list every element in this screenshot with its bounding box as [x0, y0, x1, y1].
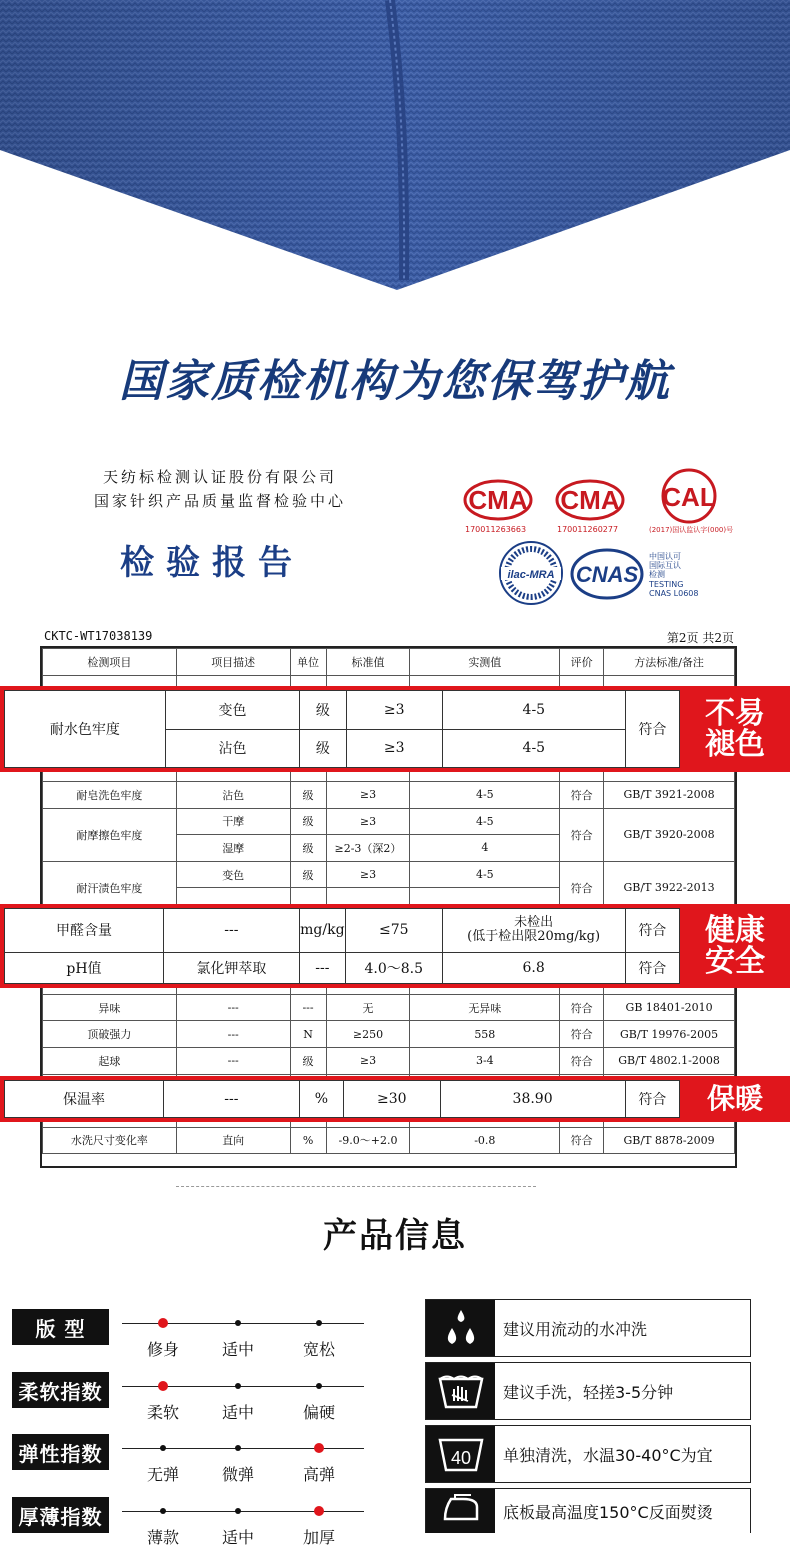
ilac-mra-logo-text: ilac-MRA [507, 569, 555, 581]
cnas-note [649, 552, 698, 598]
hl-unit: 级 [300, 729, 346, 768]
scale-dot [316, 1320, 322, 1326]
hl-std: ≤75 [346, 909, 443, 953]
cell-item: 耐皂洗色牢度 [43, 781, 177, 808]
scale-option-label: 微弹 [221, 1465, 254, 1484]
cell-method: GB/T 3922-2013 [604, 861, 735, 914]
testing-org-name: 天纺标检测认证股份有限公司 [102, 468, 337, 486]
cnas-logo [570, 548, 645, 604]
cma-logo-2-text: CMA [560, 485, 620, 515]
cell-eval: 符合 [560, 1047, 604, 1074]
product-info-title: 产品信息 [323, 1216, 467, 1256]
scale-option-label: 无弹 [146, 1465, 179, 1484]
care-item [425, 1488, 751, 1533]
cell-std: 无 [326, 994, 410, 1021]
table-row [43, 781, 735, 808]
scale-dot-selected [314, 1443, 324, 1453]
report-table-header [43, 649, 735, 676]
cell-method: GB/T 19976-2005 [604, 1021, 735, 1048]
report-title: 检验报告 [120, 543, 304, 583]
tag-not-fade-line1: 不易 [705, 695, 765, 731]
hl-unit: % [299, 1081, 343, 1118]
tag-not-fade [680, 686, 790, 772]
scale-option-label: 修身 [146, 1340, 179, 1359]
col-header-eval: 评价 [560, 649, 604, 676]
scale-dot-selected [314, 1506, 324, 1516]
cell-std: ≥3 [326, 861, 410, 888]
scale-option-label: 柔软 [146, 1403, 179, 1422]
scale-dot [235, 1508, 241, 1514]
report-number: CKTC-WT17038139 [44, 629, 153, 643]
cnas-note-line4: TESTING [649, 579, 684, 589]
cell-unit: % [290, 1127, 326, 1154]
cell-eval: 符合 [560, 861, 604, 914]
hl-desc: 变色 [165, 691, 300, 730]
scale-line [122, 1511, 364, 1512]
cell-val: 3-4 [410, 1047, 560, 1074]
cell-std: ≥3 [326, 781, 410, 808]
cal-cert-no: (2017)国认监认字(000)号 [649, 526, 734, 534]
cell-desc: 干摩 [176, 808, 290, 835]
col-header-unit: 单位 [290, 649, 326, 676]
highlight-health [0, 904, 680, 988]
cell-desc: --- [176, 1021, 290, 1048]
table-row [43, 861, 735, 888]
cell-unit: --- [290, 994, 326, 1021]
scale-dot-selected [158, 1381, 168, 1391]
scale-option-label: 高弹 [302, 1465, 335, 1484]
cell-eval: 符合 [560, 994, 604, 1021]
cell-unit: N [290, 1021, 326, 1048]
cell-method: GB/T 3920-2008 [604, 808, 735, 861]
hl-val: 4-5 [442, 729, 625, 768]
iron-icon [426, 1489, 495, 1533]
scale-option-label: 偏硬 [302, 1403, 335, 1422]
scale-option-label: 适中 [221, 1340, 254, 1359]
hl-eval: 符合 [625, 1081, 679, 1118]
hl-val: 38.90 [440, 1081, 625, 1118]
cma-logo [463, 478, 533, 526]
cnas-note-line2: 国际互认 [649, 561, 681, 571]
cell-unit: 级 [290, 808, 326, 835]
scale-option-label: 薄款 [146, 1528, 179, 1547]
scale-dot [235, 1320, 241, 1326]
hl-val-line2: (低于检出限20mg/kg) [467, 929, 601, 945]
highlight-colorfastness [0, 686, 680, 772]
report-page-number: 第2页 共2页 [666, 631, 734, 645]
scale-dot [160, 1508, 166, 1514]
cma-cert-no: 170011263663 [465, 525, 527, 534]
cell-val: 4 [410, 835, 560, 862]
attribute-label: 版 型 [12, 1309, 109, 1345]
cell-desc: 沾色 [176, 781, 290, 808]
scale-dot [160, 1445, 166, 1451]
care-text: 建议手洗，轻搓3-5分钟 [503, 1382, 674, 1402]
hl-eval: 符合 [625, 691, 679, 768]
cell-item: 顶破强力 [43, 1021, 177, 1048]
table-row [43, 1127, 735, 1154]
hl-item: 保温率 [5, 1081, 164, 1118]
care-text: 单独清洗，水温30-40°C为宜 [503, 1445, 713, 1465]
cell-val: 4-5 [410, 861, 560, 888]
cnas-note-line3: 检测 [649, 570, 665, 580]
hl-eval: 符合 [625, 909, 679, 953]
cell-desc: 湿摩 [176, 835, 290, 862]
hl-unit: 级 [300, 691, 346, 730]
scale-option-label: 加厚 [302, 1528, 335, 1547]
col-header-item: 检测项目 [43, 649, 177, 676]
care-item [425, 1362, 751, 1420]
cell-std: ≥2-3（深2） [326, 835, 410, 862]
fabric-hero-image [0, 0, 790, 300]
care-text: 建议用流动的水冲洗 [503, 1319, 648, 1339]
cell-unit: 级 [290, 861, 326, 888]
cell-desc: --- [176, 1047, 290, 1074]
scale-dot [235, 1445, 241, 1451]
cell-val: 4-5 [410, 808, 560, 835]
hl-desc: 氯化钾萃取 [163, 952, 299, 983]
tag-not-fade-line2: 褪色 [705, 727, 765, 762]
cell-method: GB 18401-2010 [604, 994, 735, 1021]
testing-center-name: 国家针织产品质量监督检验中心 [93, 492, 346, 510]
cell-item: 耐摩擦色牢度 [43, 808, 177, 861]
cell-val: 无异味 [410, 994, 560, 1021]
cell-std: ≥3 [326, 808, 410, 835]
cell-unit: 级 [290, 835, 326, 862]
hl-item: 甲醛含量 [5, 909, 164, 953]
cell-val: 4-5 [410, 781, 560, 808]
col-header-desc: 项目描述 [176, 649, 290, 676]
scale-option-label: 宽松 [302, 1340, 335, 1359]
cell-method: GB/T 3921-2008 [604, 781, 735, 808]
scale-option-label: 适中 [221, 1403, 254, 1422]
tag-health-safety [680, 904, 790, 988]
hl-item: 耐水色牢度 [5, 691, 166, 768]
cell-eval: 符合 [560, 781, 604, 808]
care-item [425, 1299, 751, 1357]
table-row [43, 1047, 735, 1074]
scale-line [122, 1448, 364, 1449]
cell-eval: 符合 [560, 1127, 604, 1154]
cell-method: GB/T 8878-2009 [604, 1127, 735, 1154]
care-text: 底板最高温度150°C反面熨烫 [503, 1502, 713, 1522]
cell-item: 水洗尺寸变化率 [43, 1127, 177, 1154]
tag-warmth: 保暖 [680, 1076, 790, 1122]
cell-item: 异味 [43, 994, 177, 1021]
headline: 国家质检机构为您保驾护航 [119, 356, 671, 407]
attribute-label: 弹性指数 [12, 1434, 109, 1470]
wash-40-icon [426, 1426, 495, 1482]
hl-desc: --- [163, 1081, 299, 1118]
cell-item: 起球 [43, 1047, 177, 1074]
cnas-note-line1: 中国认可 [649, 552, 681, 561]
table-row [43, 994, 735, 1021]
col-header-val: 实测值 [410, 649, 560, 676]
cell-method: GB/T 4802.1-2008 [604, 1047, 735, 1074]
col-header-method: 方法标准/备注 [604, 649, 735, 676]
attribute-label: 柔软指数 [12, 1372, 109, 1408]
hl-unit: mg/kg [299, 909, 345, 953]
cell-item: 耐汗渍色牢度 [43, 861, 177, 914]
cell-eval: 符合 [560, 1021, 604, 1048]
scale-dot [316, 1383, 322, 1389]
water-drops-icon [426, 1300, 495, 1356]
cell-val: 558 [410, 1021, 560, 1048]
cell-eval: 符合 [560, 808, 604, 861]
wash-40-icon-text: 40 [450, 1448, 471, 1468]
cnas-note-line5: CNAS L0608 [649, 588, 699, 598]
cell-std: ≥250 [326, 1021, 410, 1048]
cell-std: ≥3 [326, 1047, 410, 1074]
table-row [43, 808, 735, 835]
table-row [43, 1021, 735, 1048]
hl-val [442, 909, 625, 953]
hl-item: pH值 [5, 952, 164, 983]
cma-logo-text: CMA [468, 485, 528, 515]
cal-logo-text: CAL [662, 482, 716, 512]
cma-cert-no-2: 170011260277 [557, 525, 619, 534]
hl-std: ≥3 [346, 691, 442, 730]
cell-unit: 级 [290, 1047, 326, 1074]
cell-std: -9.0～+2.0 [326, 1127, 410, 1154]
hl-val-line1: 未检出 [514, 915, 554, 931]
attribute-label: 厚薄指数 [12, 1497, 109, 1533]
cal-logo [655, 468, 723, 528]
scale-dot [235, 1383, 241, 1389]
hl-val: 6.8 [442, 952, 625, 983]
hl-eval: 符合 [625, 952, 679, 983]
hl-unit: --- [299, 952, 345, 983]
cnas-logo-text: CNAS [575, 562, 639, 587]
cell-desc: 直向 [176, 1127, 290, 1154]
divider [176, 1186, 536, 1187]
cell-unit: 级 [290, 781, 326, 808]
hl-std: ≥30 [343, 1081, 440, 1118]
cell-desc: --- [176, 994, 290, 1021]
ilac-mra-logo [497, 540, 565, 610]
highlight-warmth [0, 1076, 680, 1122]
hl-std: 4.0～8.5 [346, 952, 443, 983]
hand-wash-icon [426, 1363, 495, 1419]
cma-logo-2 [555, 478, 625, 526]
scale-dot-selected [158, 1318, 168, 1328]
hl-val: 4-5 [442, 691, 625, 730]
hl-std: ≥3 [346, 729, 442, 768]
hl-desc: --- [163, 909, 299, 953]
tag-health-safety-line1: 健康 [705, 912, 765, 948]
cell-desc: 变色 [176, 861, 290, 888]
scale-option-label: 适中 [221, 1528, 254, 1547]
tag-health-safety-line2: 安全 [705, 944, 765, 979]
col-header-std: 标准值 [326, 649, 410, 676]
cell-val: -0.8 [410, 1127, 560, 1154]
care-item [425, 1425, 751, 1483]
hl-desc: 沾色 [165, 729, 300, 768]
